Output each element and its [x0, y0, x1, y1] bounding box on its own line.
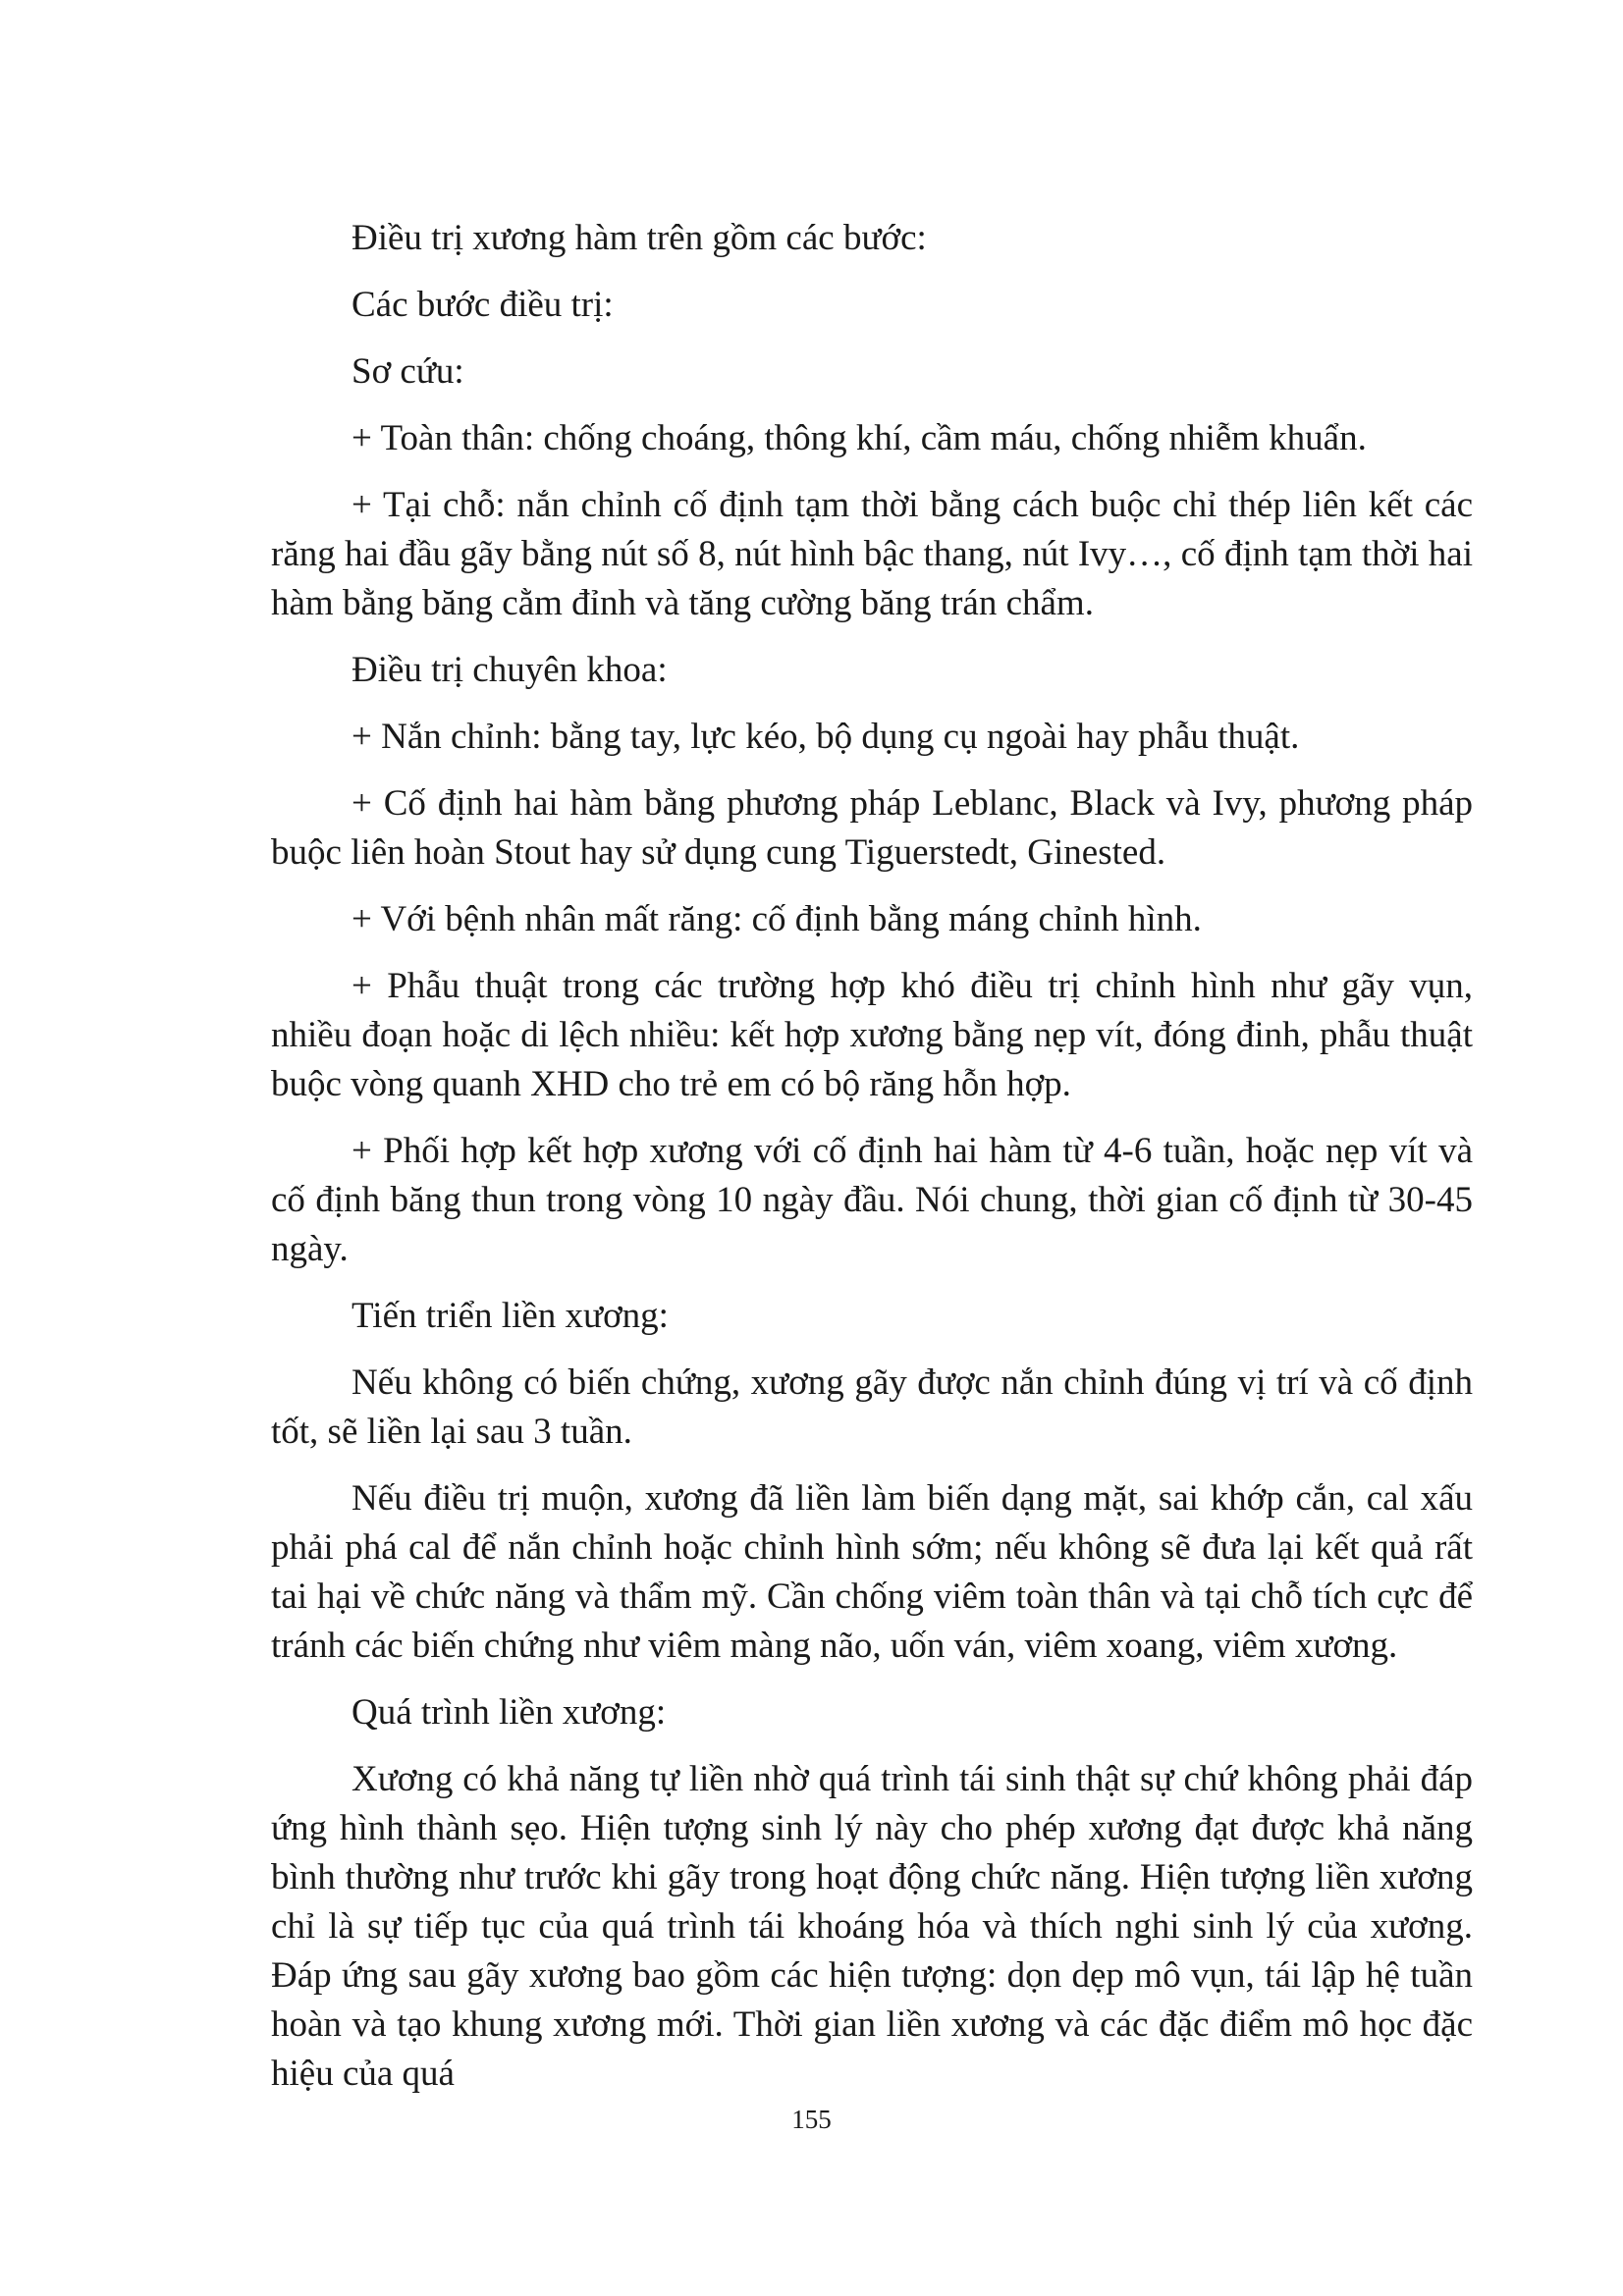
paragraph-combination: + Phối hợp kết hợp xương với cố định hai hàm từ 4-6 tuần, hoặc nẹp vít và cố định băng thun trong vòng 10 ngày đầu. Nói chung, thời gian cố định từ 30-45 ngày.: [271, 1131, 1473, 1269]
paragraph-late-treatment: Nếu điều trị muộn, xương đã liền làm biến dạng mặt, sai khớp cắn, cal xấu phải phá cal để nắn chỉnh hoặc chỉnh hình sớm; nếu không sẽ đưa lại kết quả rất tai hại về chức năng và thẩm mỹ. Cần chống viêm toàn thân và tại chỗ tích cực để tránh các biến chứng như viêm màng não, uốn ván, viêm xoang, viêm xương.: [271, 1478, 1473, 1666]
paragraph-local: + Tại chỗ: nắn chỉnh cố định tạm thời bằng cách buộc chỉ thép liên kết các răng hai đầu gãy bằng nút số 8, nút hình bậc thang, nút Ivy…, cố định tạm thời hai hàm bằng băng cằm đỉnh và tăng cường băng trán chẩm.: [271, 485, 1473, 623]
paragraph-edentulous: + Với bệnh nhân mất răng: cố định bằng máng chỉnh hình.: [352, 899, 1202, 939]
paragraph-specialist-treatment: Điều trị chuyên khoa:: [352, 650, 668, 690]
paragraph-healing-progress: Tiến triển liền xương:: [352, 1296, 669, 1336]
paragraph-bone-regeneration: Xương có khả năng tự liền nhờ quá trình tái sinh thật sự chứ không phải đáp ứng hình thành sẹo. Hiện tượng sinh lý này cho phép xương đạt được khả năng bình thường như trước khi gãy trong hoạt động chức năng. Hiện tượng liền xương chỉ là sự tiếp tục của quá trình tái khoáng hóa và thích nghi sinh lý của xương. Đáp ứng sau gãy xương bao gồm các hiện tượng: dọn dẹp mô vụn, tái lập hệ tuần hoàn và tạo khung xương mới. Thời gian liền xương và các đặc điểm mô học đặc hiệu của quá: [271, 1759, 1473, 2094]
document-body: [271, 214, 1473, 2116]
paragraph-fixation: + Cố định hai hàm bằng phương pháp Leblanc, Black và Ivy, phương pháp buộc liên hoàn Stout hay sử dụng cung Tiguerstedt, Ginested.: [271, 783, 1473, 873]
page-number: 155: [791, 2105, 832, 2134]
paragraph-treatment-steps: Các bước điều trị:: [352, 285, 614, 325]
paragraph-surgery: + Phẫu thuật trong các trường hợp khó điều trị chỉnh hình như gãy vụn, nhiều đoạn hoặc di lệch nhiều: kết hợp xương bằng nẹp vít, đóng đinh, phẫu thuật buộc vòng quanh XHD cho trẻ em có bộ răng hỗn hợp.: [271, 966, 1473, 1104]
paragraph-no-complications: Nếu không có biến chứng, xương gãy được nắn chỉnh đúng vị trí và cố định tốt, sẽ liền lại sau 3 tuần.: [271, 1362, 1473, 1452]
paragraph-reduction: + Nắn chỉnh: bằng tay, lực kéo, bộ dụng cụ ngoài hay phẫu thuật.: [352, 717, 1300, 757]
paragraph-first-aid: Sơ cứu:: [352, 351, 464, 392]
paragraph-intro: Điều trị xương hàm trên gồm các bước:: [352, 218, 927, 258]
paragraph-healing-process: Quá trình liền xương:: [352, 1692, 667, 1733]
paragraph-systemic: + Toàn thân: chống choáng, thông khí, cầm máu, chống nhiễm khuẩn.: [352, 418, 1367, 458]
